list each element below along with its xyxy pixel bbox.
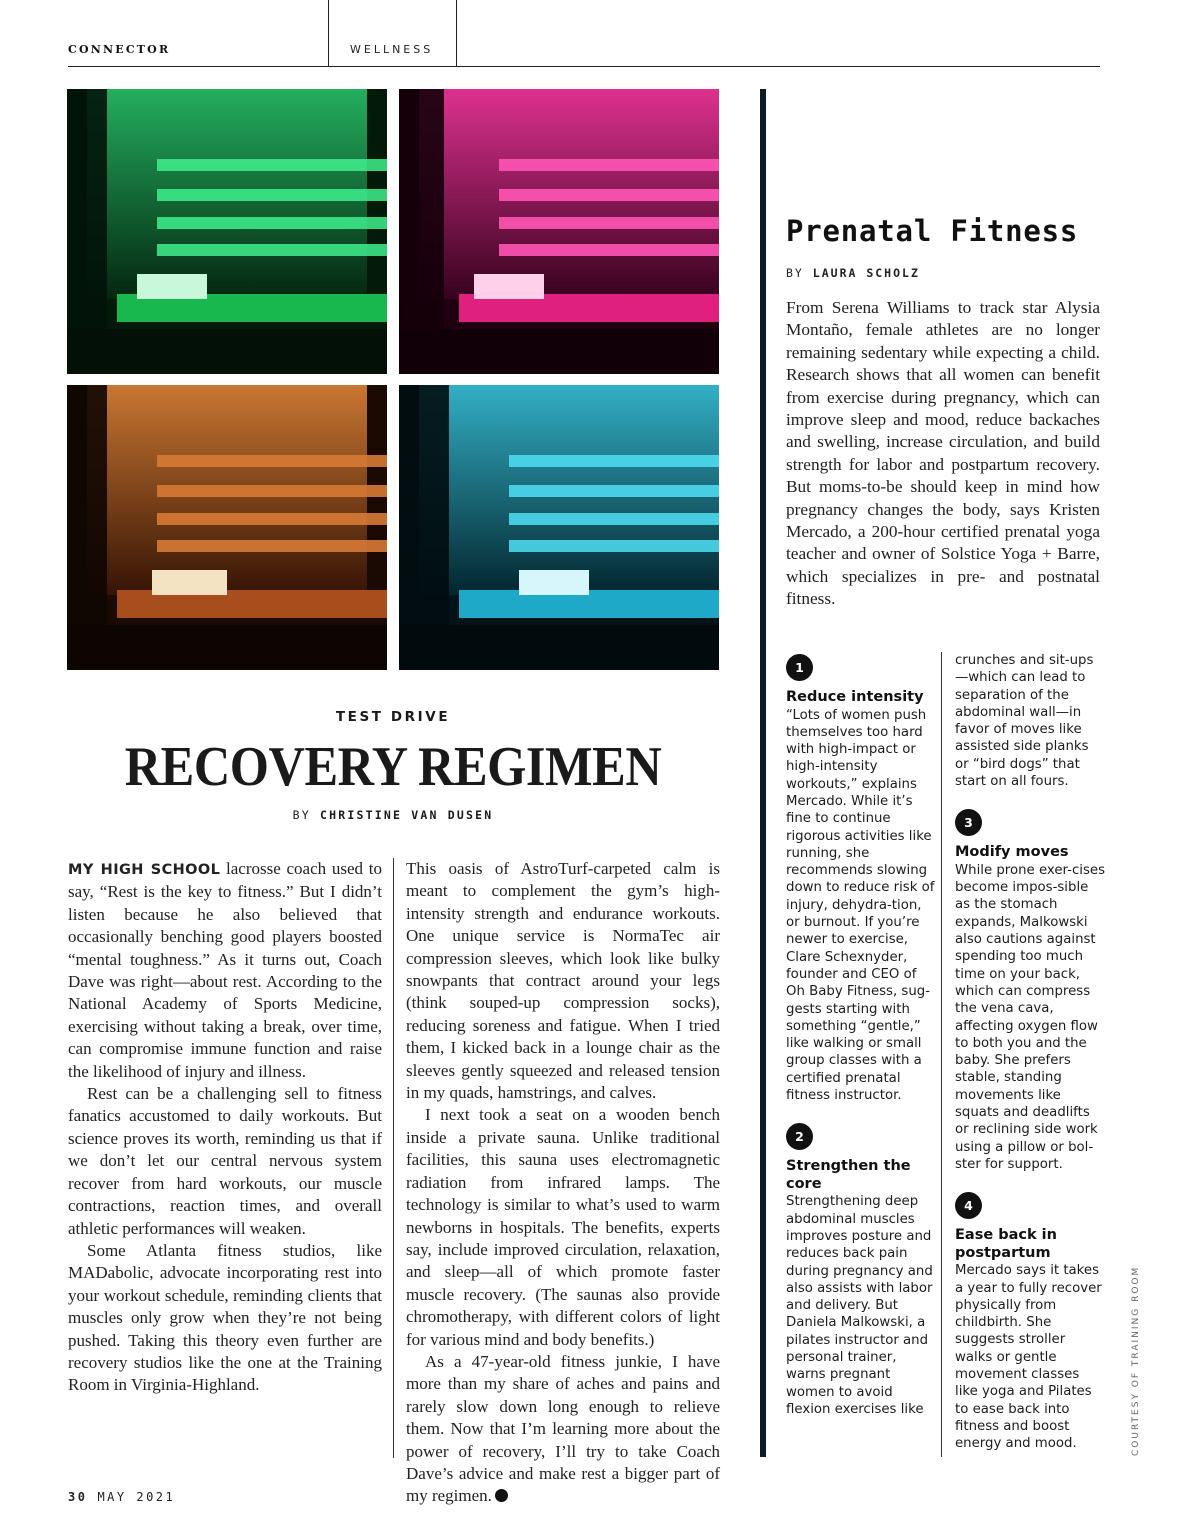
header-rule — [68, 66, 1100, 67]
article-paragraph: I next took a seat on a wooden bench inside a private sauna. Unlike traditional facilities, this sauna uses electromagnetic radiation from infrared lamps. The technology is similar to what’s used to warm newborns in hospitals. The benefits, experts say, include improved circulation, relaxation, and sleep—all of which promote faster muscle recovery. (The saunas also provide chromotherapy, with different colors of light for various mind and body benefits.) — [406, 1105, 720, 1349]
article-paragraph — [68, 858, 382, 1083]
tip-number-badge: 4 — [955, 1192, 982, 1219]
article-headline: RECOVERY REGIMEN — [124, 736, 662, 798]
article-kicker: TEST DRIVE — [335, 709, 451, 725]
tips-divider — [941, 652, 942, 1457]
page-number: 30 — [68, 1490, 88, 1504]
article-byline — [67, 808, 719, 822]
tips-column-left — [786, 652, 936, 1437]
section-label: WELLNESS — [350, 43, 434, 56]
tip-heading: Ease back in postpartum — [955, 1227, 1057, 1261]
paragraph-text: As a 47-year-old fitness junkie, I have more than my share of aches and pains and rarely slow down long enough to relieve them. Now that I’m learning more about the power of recovery, I’ll try to take Coach Dave’s advice and make rest a bigger part of my regimen. — [406, 1351, 720, 1506]
byline-author: CHRISTINE VAN DUSEN — [320, 808, 494, 822]
sauna-photo-cyan — [399, 385, 719, 670]
lead-in: MY HIGH SCHOOL — [68, 862, 221, 878]
tip-body: While prone exer-cises become impos-sible as the stomach expands, Malkowski also cautions against spending too much time on your back, which can compress the vena cava, affecting oxygen flow to both you and the baby. She prefers stable, standing movements like squats and deadlifts or reclining side work using a pillow or bol-ster for support. — [955, 862, 1105, 1172]
sidebar-title: Prenatal Fitness — [786, 214, 1079, 248]
tip-heading: Modify moves — [955, 844, 1069, 861]
tip-number-badge: 1 — [786, 654, 813, 681]
page-footer — [68, 1490, 175, 1504]
header-divider — [456, 0, 457, 66]
tip-heading: Strengthen the core — [786, 1158, 911, 1192]
tip-body-continued: crunches and sit-ups—which can lead to separation of the abdominal wall—in favor of moves like assisted side planks or “bird dogs” that start on all fours. — [955, 653, 1094, 790]
tip-body: “Lots of women push themselves too hard with high-impact or high-intensity workouts,” explains Mercado. While it’s fine to continue rigorous activities like running, she recommends slowing down to reduce risk of injury, dehydra-tion, or burnout. If you’re newer to exercise, Clare Schexnyder, founder and CEO of Oh Baby Fitness, sug-gests starting with something “gentle,” like walking or small group classes with a certified prenatal fitness instructor. — [786, 707, 935, 1104]
sidebar-intro: From Serena Williams to track star Alysia Montaño, female athletes are no longer remaining sedentary while expecting a child. Research shows that all women can benefit from exercise during pregnancy, which can improve sleep and mood, reduce backaches and swelling, increase circulation, and build strength for labor and postpartum recovery. But moms-to-be should keep in mind how pregnancy changes the body, says Kristen Mercado, a 200-hour certified prenatal yoga teacher and owner of Solstice Yoga + Barre, which specializes in pre- and postnatal fitness. — [786, 298, 1100, 609]
tip-number-badge: 2 — [786, 1123, 813, 1150]
article-paragraph: Rest can be a challenging sell to fitness fanatics accustomed to daily workouts. But science proves its worth, reminding us that if we don’t let our central nervous system recover from hard workouts, our muscle contractions, reaction times, and overall athletic performances will weaken. — [68, 1084, 382, 1238]
sauna-photo-green — [67, 89, 387, 374]
header-divider — [328, 0, 329, 66]
tip-number-badge: 3 — [955, 809, 982, 836]
column-divider — [393, 858, 394, 1458]
sauna-photo-magenta — [399, 89, 719, 374]
sidebar-byline — [786, 266, 920, 280]
tip-heading: Reduce intensity — [786, 689, 924, 705]
tips-column-right — [955, 652, 1105, 1471]
article-paragraph — [406, 1351, 720, 1508]
paragraph-text: lacrosse coach used to say, “Rest is the key to fitness.” But I didn’t listen because he also believed that occasionally benching good players boosted “mental toughness.” As it turns out, Coach Dave was right—about rest. According to the National Academy of Sports Medicine, exercising without taking a break, over time, can compromise immune function and raise the likelihood of injury and illness. — [68, 859, 382, 1081]
byline-prefix: BY — [292, 808, 311, 822]
article-paragraph: Some Atlanta fitness studios, like MADabolic, advocate incorporating rest into your workout schedule, reminding clients that muscles only grow when they’re not being pushed. Taking this theory even further are recovery studios like the one at the Training Room in Virginia-Highland. — [68, 1240, 382, 1395]
end-mark-icon — [495, 1489, 508, 1502]
photo-credit: COURTESY OF TRAINING ROOM — [1131, 1265, 1141, 1456]
sidebar-accent-bar — [760, 89, 766, 1457]
sauna-photo-amber — [67, 385, 387, 670]
article-column-left — [68, 858, 382, 1397]
magazine-name: CONNECTOR — [68, 43, 171, 56]
article-column-right — [406, 858, 720, 1508]
byline-author: LAURA SCHOLZ — [812, 266, 920, 280]
tip-body: Mercado says it takes a year to fully recover physically from childbirth. She suggests stroller walks or gentle movement classes like yoga and Pilates to ease back into fitness and boost energy and mood. — [955, 1263, 1102, 1452]
tip-body: Strengthening deep abdominal muscles improves posture and reduces back pain during pregnancy and also assists with labor and delivery. But Daniela Malkowski, a pilates instructor and personal trainer, warns pregnant women to avoid flexion exercises like — [786, 1194, 933, 1417]
article-paragraph: This oasis of AstroTurf-carpeted calm is meant to complement the gym’s high-intensity strength and endurance workouts. One unique service is NormaTec air compression sleeves, which look like bulky snowpants that contract around your legs (think souped-up compression socks), reducing soreness and fatigue. When I tried them, I kicked back in a lounge chair as the sleeves gently squeezed and released tension in my quads, hamstrings, and calves. — [406, 859, 720, 1103]
issue-date: MAY 2021 — [97, 1490, 176, 1504]
byline-prefix: BY — [786, 266, 804, 280]
